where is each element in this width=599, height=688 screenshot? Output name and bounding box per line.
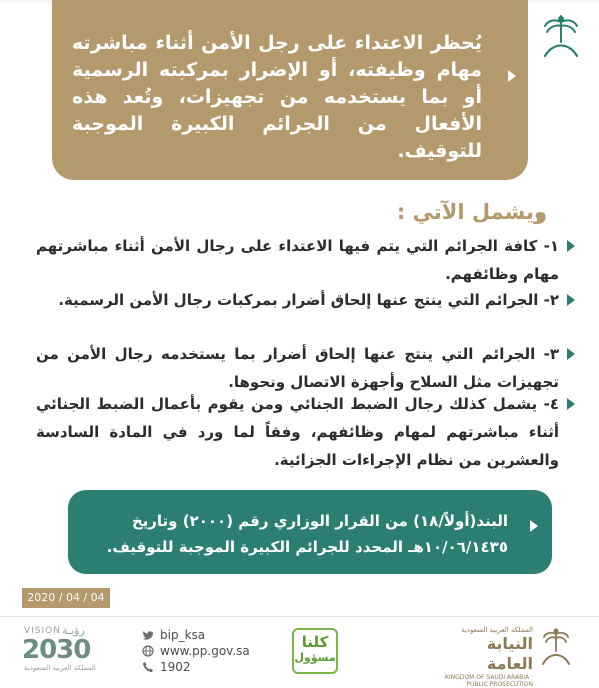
- footer-divider: [0, 616, 599, 617]
- vision-year: 2030: [22, 635, 91, 665]
- vision-label: VISION: [24, 626, 61, 636]
- twitter-icon: [142, 629, 154, 641]
- phone-icon: [142, 661, 154, 673]
- emblem-icon: [539, 12, 583, 64]
- list-title: ويشمل الآتي :: [396, 200, 547, 224]
- phone-number: 1902: [160, 660, 191, 674]
- vision-subtitle: المملكة العربية السعودية: [24, 664, 96, 672]
- website-url: www.pp.gov.sa: [160, 644, 250, 658]
- reference-arrow-icon: [530, 520, 538, 532]
- date-badge: 2020 / 04 / 04: [22, 588, 110, 608]
- twitter-handle: bip_ksa: [160, 628, 206, 642]
- globe-icon: [142, 645, 154, 657]
- kulluna-line1: كلنا: [301, 633, 329, 651]
- vision-arabic: رؤيـة: [62, 624, 85, 637]
- pp-english: KINGDOM OF SAUDI ARABIA · PUBLIC PROSECUTION: [444, 674, 533, 688]
- pp-name: النيابة العامة: [486, 634, 533, 673]
- website-link[interactable]: [142, 644, 250, 658]
- twitter-link[interactable]: [142, 628, 205, 642]
- list-item: ٢- الجرائم التي ينتج عنها إلحاق أضرار بمركبات رجال الأمن الرسمية.: [58, 291, 559, 309]
- banner-arrow-icon: [508, 70, 516, 82]
- item-arrow-icon: [567, 348, 575, 360]
- pp-kingdom: المملكة العربية السعودية: [461, 626, 533, 634]
- intro-text: يُحظر الاعتداء على رجل الأمن أثناء مباشرته مهام وظيفته، أو الإضرار بمركبته الرسمية أو بما يستخدمه من تجهيزات، وتُعد هذه الأفعال من الجرائم الكبيرة الموجبة للتوقيف.: [72, 32, 482, 162]
- item-arrow-icon: [567, 398, 575, 410]
- list-item: ٣- الجرائم التي ينتج عنها إلحاق أضرار بما يستخدمه رجال الأمن من تجهيزات مثل السلاح وأجهزة الاتصال ونحوها.: [36, 345, 559, 391]
- phone-link[interactable]: [142, 660, 191, 674]
- reference-box: [68, 490, 552, 574]
- list-item: ٤- يشمل كذلك رجال الضبط الجنائي ومن يقوم بأعمال الضبط الجنائي أثناء مباشرتهم لمهام وظائفهم، وفقاً لما ورد في المادة السادسة والعشرين من نظام الإجراءات الجزائية.: [36, 395, 559, 469]
- intro-banner: [52, 0, 528, 180]
- list-item: ١- كافة الجرائم التي يتم فيها الاعتداء على رجال الأمن أثناء مباشرتهم مهام وظائفهم.: [36, 237, 559, 283]
- title-arrow-icon: [537, 212, 545, 224]
- emblem-icon: [539, 626, 573, 670]
- item-arrow-icon: [567, 294, 575, 306]
- public-prosecution-logo: [443, 626, 533, 688]
- kulluna-line2: مسؤول: [294, 651, 336, 664]
- item-arrow-icon: [567, 240, 575, 252]
- reference-text: البند(أولاً/١٨) من القرار الوزاري رقم (٢٠٠٠) وتاريخ ١٠/٠٦/١٤٣٥هـ المحدد للجرائم الكبيرة الموجبة للتوقيف.: [106, 512, 508, 556]
- kulluna-masool-logo: [292, 628, 338, 674]
